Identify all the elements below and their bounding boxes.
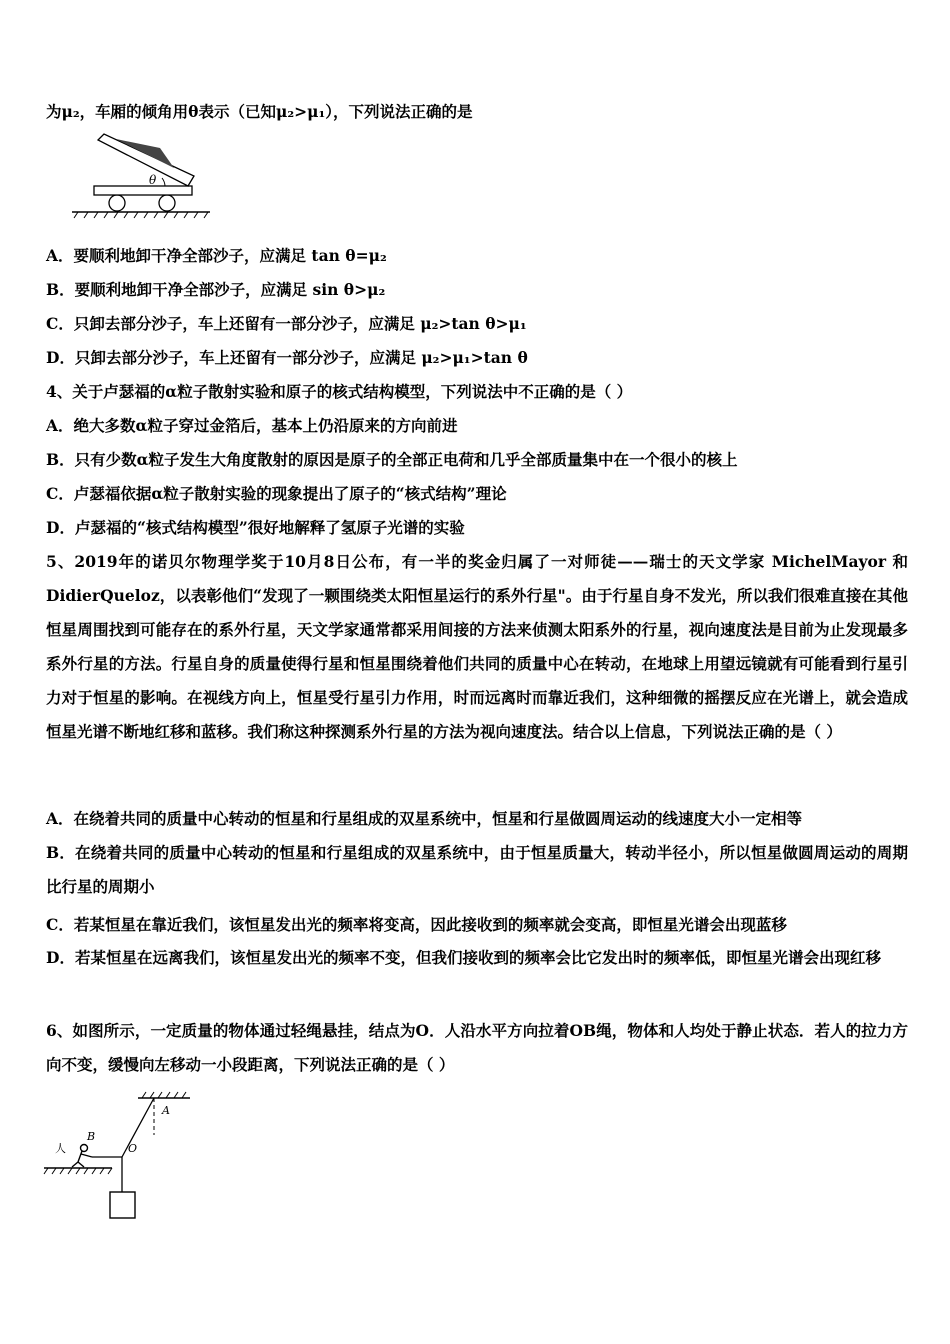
q3-option-c: C．只卸去部分沙子，车上还留有一部分沙子，应满足 μ₂>tan θ>μ₁ [46, 314, 527, 333]
truck-bed [98, 134, 194, 186]
q3-option-d: D．只卸去部分沙子，车上还留有一部分沙子，应满足 μ₂>μ₁>tan θ [46, 348, 528, 367]
suspension-figure [42, 1090, 202, 1230]
q5-option-a: A．在绕着共同的质量中心转动的恒星和行星组成的双星系统中，恒星和行星做圆周运动的线速度大小一定相等 [46, 809, 803, 828]
q3-option-a: A．要顺利地卸干净全部沙子，应满足 tan θ=μ₂ [46, 246, 387, 265]
label-b: B [87, 1130, 96, 1143]
q4-stem: 4、关于卢瑟福的α粒子散射实验和原子的核式结构模型，下列说法中不正确的是（ ） [46, 382, 633, 401]
ground-hatch [74, 212, 208, 218]
q5-stem: 5、2019年的诺贝尔物理学奖于10月8日公布，有一半的奖金归属了一对师徒——瑞士的天文学家 MichelMayor 和 DidierQueloz，以表彰他们“发现了一颗围绕类太阳恒星运行的系外行星"。由于行星自身不发光，所以我们很难直接在其他恒星周围找到可能存在的系外行星，天文学家通常都采用间接的方法来侦测太阳系外的行星，视向速度法是目前为止发现最多系外行星的方法。行星自身的质量使得行星和恒星围绕着他们共同的质量中心在转动，在地球上用望远镜就有可能看到行星引力对于恒星的影响。在视线方向上，恒星受行星引力作用，时而远离时而靠近我们，这种细微的摇摆反应在光谱上，就会造成恒星光谱不断地红移和蓝移。我们称这种探测系外行星的方法为视向速度法。结合以上信息，下列说法正确的是（ ） [46, 552, 908, 741]
q4-option-d: D．卢瑟福的“核式结构模型”很好地解释了氢原子光谱的实验 [46, 518, 465, 537]
angle-arc [162, 178, 165, 186]
truck-chassis [94, 186, 192, 195]
hanging-mass [110, 1192, 135, 1218]
angle-label: θ [149, 173, 157, 187]
q5-option-d: D．若某恒星在远离我们，该恒星发出光的频率不变，但我们接收到的频率会比它发出时的频率低，即恒星光谱会出现红移 [46, 948, 881, 967]
q5-option-b: B．在绕着共同的质量中心转动的恒星和行星组成的双星系统中，由于恒星质量大，转动半径小，所以恒星做圆周运动的周期比行星的周期小 [46, 843, 908, 896]
wheel-right [159, 195, 175, 211]
rope-oa [122, 1098, 154, 1157]
wheel-left [109, 195, 125, 211]
floor-hatch [44, 1168, 112, 1174]
ceiling-hatch [142, 1092, 186, 1098]
q4-option-a: A．绝大多数α粒子穿过金箔后，基本上仍沿原来的方向前进 [46, 416, 458, 435]
q5-option-c: C．若某恒星在靠近我们，该恒星发出光的频率将变高，因此接收到的频率就会变高，即恒星光谱会出现蓝移 [46, 915, 787, 934]
dump-truck-figure [70, 132, 220, 222]
label-person: 人 [55, 1142, 66, 1155]
label-o: O [128, 1142, 138, 1155]
q4-option-b: B．只有少数α粒子发生大角度散射的原因是原子的全部正电荷和几乎全部质量集中在一个很小的核上 [46, 450, 738, 469]
q6-stem: 6、如图所示，一定质量的物体通过轻绳悬挂，结点为O．人沿水平方向拉着OB绳，物体和人均处于静止状态．若人的拉力方向不变，缓慢向左移动一小段距离，下列说法正确的是（ ） [46, 1021, 908, 1074]
label-a: A [162, 1104, 170, 1117]
intro-line: 为μ₂，车厢的倾角用θ表示（已知μ₂>μ₁），下列说法正确的是 [46, 102, 473, 121]
person-figure [72, 1145, 92, 1168]
q4-option-c: C．卢瑟福依据α粒子散射实验的现象提出了原子的“核式结构”理论 [46, 484, 507, 503]
q3-option-b: B．要顺利地卸干净全部沙子，应满足 sin θ>μ₂ [46, 280, 386, 299]
